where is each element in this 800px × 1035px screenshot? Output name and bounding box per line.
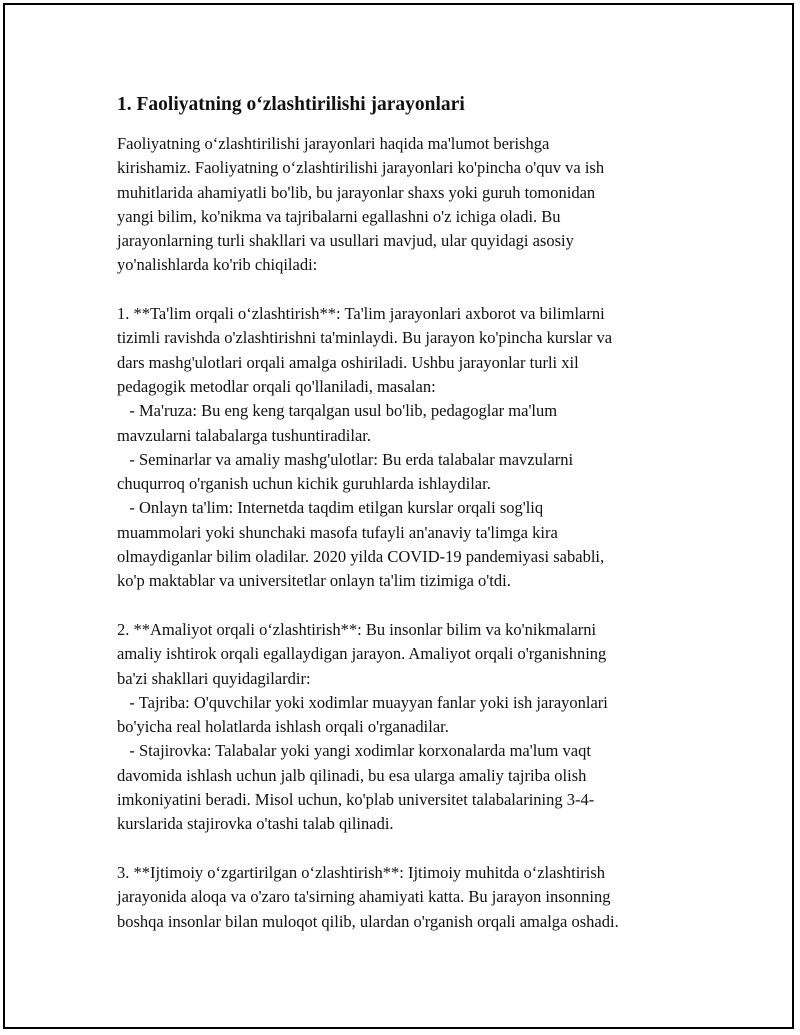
text-line: - Ma'ruza: Bu eng keng tarqalgan usul bo'lib, pedagoglar ma'lum — [117, 401, 558, 421]
section-1-paragraph — [117, 302, 697, 594]
text-line: ba'zi shakllari quyidagilardir: — [117, 668, 311, 688]
section-2-paragraph — [117, 618, 697, 837]
text-line: muammolari yoki shunchaki masofa tufayli an'anaviy ta'limga kira — [117, 522, 558, 542]
paragraph-gap — [117, 278, 697, 302]
text-line: muhitlarida ahamiyatli bo'lib, bu jarayonlar shaxs yoki guruh tomonidan — [117, 182, 596, 202]
text-line: amaliy ishtirok orqali egallaydigan jarayon. Amaliyot orqali o'rganishning — [117, 644, 607, 664]
text-line: boshqa insonlar bilan muloqot qilib, ulardan o'rganish orqali amalga oshadi. — [117, 911, 619, 931]
text-line: olmaydiganlar bilim oladilar. 2020 yilda COVID-19 pandemiyasi sababli, — [117, 547, 605, 567]
text-line: chuqurroq o'rganish uchun kichik guruhlarda ishlaydilar. — [117, 474, 491, 494]
text-line: dars mashg'ulotlari orqali amalga oshiriladi. Ushbu jarayonlar turli xil — [117, 352, 579, 372]
text-line: kurslarida stajirovka o'tashi talab qilinadi. — [117, 814, 394, 834]
text-line: pedagogik metodlar orqali qo'llaniladi, masalan: — [117, 376, 436, 396]
text-line: jarayonida aloqa va o'zaro ta'sirning ahamiyati katta. Bu jarayon insonning — [117, 887, 611, 907]
text-line: - Tajriba: O'quvchilar yoki xodimlar muayyan fanlar yoki ish jarayonlari — [117, 692, 608, 712]
text-line: yangi bilim, ko'nikma va tajribalarni egallashni o'z ichiga oladi. Bu — [117, 206, 561, 226]
text-line: kirishamiz. Faoliyatning o‘zlashtirilishi jarayonlari ko'pincha o'quv va ish — [117, 158, 605, 178]
text-line: - Seminarlar va amaliy mashg'ulotlar: Bu erda talabalar mavzularni — [117, 449, 574, 469]
section-heading: 1. Faoliyatning o‘zlashtirilishi jarayonlari — [117, 94, 465, 115]
text-line: imkoniyatini beradi. Misol uchun, ko'plab universitet talabalarining 3-4- — [117, 790, 595, 810]
document-content — [117, 92, 697, 934]
text-line: yo'nalishlarda ko'rib chiqiladi: — [117, 255, 318, 275]
paragraph-gap — [117, 594, 697, 618]
text-line: Faoliyatning o‘zlashtirilishi jarayonlari haqida ma'lumot berishga — [117, 134, 550, 153]
text-line: - Stajirovka: Talabalar yoki yangi xodimlar korxonalarda ma'lum vaqt — [117, 741, 591, 761]
section-3-paragraph — [117, 861, 697, 934]
text-line: jarayonlarning turli shakllari va usullari mavjud, ular quyidagi asosiy — [117, 231, 574, 251]
text-line: bo'yicha real holatlarda ishlash orqali o'rganadilar. — [117, 717, 449, 737]
text-line: 3. **Ijtimoiy o‘zgartirilgan o‘zlashtirish**: Ijtimoiy muhitda o‘zlashtirish — [117, 862, 606, 882]
text-line: davomida ishlash uchun jalb qilinadi, bu esa ularga amaliy tajriba olish — [117, 765, 587, 785]
intro-paragraph — [117, 132, 697, 278]
paragraph-gap — [117, 837, 697, 861]
text-line: ko'p maktablar va universitetlar onlayn ta'lim tizimiga o'tdi. — [117, 571, 511, 591]
text-line: 1. **Ta'lim orqali o‘zlashtirish**: Ta'lim jarayonlari axborot va bilimlarni — [117, 304, 605, 324]
text-line: tizimli ravishda o'zlashtirishni ta'minlaydi. Bu jarayon ko'pincha kurslar va — [117, 328, 613, 348]
text-line: - Onlayn ta'lim: Internetda taqdim etilgan kurslar orqali sog'liq — [117, 498, 544, 518]
text-line: mavzularni talabalarga tushuntiradilar. — [117, 425, 371, 445]
text-line: 2. **Amaliyot orqali o‘zlashtirish**: Bu insonlar bilim va ko'nikmalarni — [117, 619, 597, 639]
